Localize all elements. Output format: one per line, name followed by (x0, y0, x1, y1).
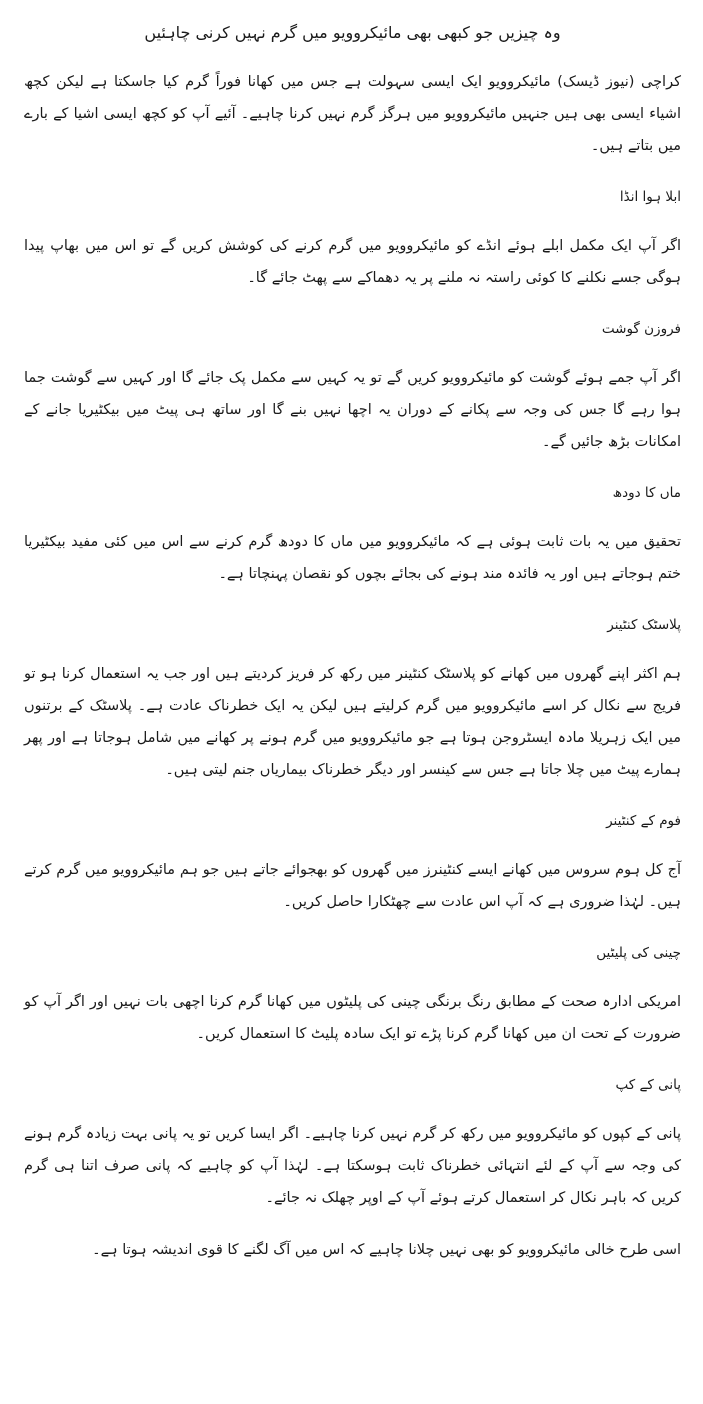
closing-paragraph: اسی طرح خالی مائیکروویو کو بھی نہیں چلانا چاہیے کہ اس میں آگ لگنے کا قوی اندیشہ ہوتا ہے۔ (92, 1242, 681, 1258)
section-boiled-egg (24, 182, 681, 294)
section-body: امریکی ادارہ صحت کے مطابق رنگ برنگی چینی کی پلیٹوں میں کھانا گرم کرنا اچھی بات نہیں اور اگر آپ کو ضرورت کے تحت ان میں کھانا گرم کرنا پڑے تو ایک سادہ پلیٹ کا استعمال کریں۔ (24, 994, 681, 1042)
article-title: وہ چیزیں جو کبھی بھی مائیکروویو میں گرم نہیں کرنی چاہئیں (144, 23, 561, 42)
section-heading: فروزن گوشت (601, 321, 681, 337)
section-plastic-container (24, 610, 681, 786)
intro-paragraph: کراچی (نیوز ڈیسک) مائیکروویو ایک ایسی سہولت ہے جس میں کھانا فوراً گرم کیا جاسکتا ہے لیکن کچھ اشیاء ایسی بھی ہیں جنہیں مائیکروویو میں ہرگز گرم نہیں کرنا چاہیے۔ آئیے آپ کو کچھ ایسی اشیا کے بارے میں بتاتے ہیں۔ (24, 74, 681, 154)
section-heading: ابلا ہوا انڈا (619, 189, 681, 205)
section-body: آج کل ہوم سروس میں کھانے ایسے کنٹینرز میں گھروں کو بھجوائے جاتے ہیں جو ہم مائیکروویو میں گرم کرتے ہیں۔ لہٰذا ضروری ہے کہ آپ اس عادت سے چھٹکارا حاصل کریں۔ (24, 862, 681, 910)
section-body: ہم اکثر اپنے گھروں میں کھانے کو پلاسٹک کنٹینر میں رکھ کر فریز کردیتے ہیں اور جب یہ استعمال کرنا ہو تو فریج سے نکال کر اسے مائیکروویو میں گرم کرلیتے ہیں لیکن یہ ایک خطرناک عادت ہے۔ پلاسٹک کے برتنوں میں ایک زہریلا مادہ ایسٹروجن ہوتا ہے جو مائیکروویو میں گرم ہونے پر کھانے میں شامل ہوجاتا ہے اور پھر ہمارے پیٹ میں چلا جاتا ہے جس سے کینسر اور دیگر خطرناک بیماریاں جنم لیتی ہیں۔ (24, 666, 681, 778)
section-body: اگر آپ ایک مکمل ابلے ہوئے انڈے کو مائیکروویو میں گرم کرنے کی کوشش کریں گے تو اس میں بھاپ پیدا ہوگی جسے نکلنے کا کوئی راستہ نہ ملنے پر یہ دھماکے سے پھٹ جائے گا۔ (24, 238, 681, 286)
section-water-cups (24, 1070, 681, 1214)
section-foam-container (24, 806, 681, 918)
section-body: اگر آپ جمے ہوئے گوشت کو مائیکروویو کریں گے تو یہ کہیں سے مکمل پک جائے گا اور کہیں سے گوشت جما ہوا رہے گا جس کی وجہ سے پکانے کے دوران یہ اچھا نہیں بنے گا اور ساتھ ہی پیٹ میں بیکٹیریا جانے کے امکانات بڑھ جائیں گے۔ (24, 370, 681, 450)
section-body: پانی کے کپوں کو مائیکروویو میں رکھ کر گرم نہیں کرنا چاہیے۔ اگر ایسا کریں تو یہ پانی بہت زیادہ گرم ہونے کی وجہ سے آپ کے لئے انتہائی خطرناک ثابت ہوسکتا ہے۔ لہٰذا آپ کو چاہیے کہ پانی صرف اتنا ہی گرم کریں کہ باہر نکال کر استعمال کرتے ہوئے آپ کے اوپر چھلک نہ جائے۔ (24, 1126, 681, 1206)
section-china-plates (24, 938, 681, 1050)
section-heading: ماں کا دودھ (612, 485, 681, 501)
section-heading: چینی کی پلیٹیں (596, 945, 681, 961)
section-heading: پانی کے کپ (615, 1077, 681, 1093)
section-heading: پلاسٹک کنٹینر (607, 617, 681, 633)
section-breast-milk (24, 478, 681, 590)
section-frozen-meat (24, 314, 681, 458)
section-heading: فوم کے کنٹینر (606, 813, 681, 829)
section-body: تحقیق میں یہ بات ثابت ہوئی ہے کہ مائیکروویو میں ماں کا دودھ گرم کرنے سے اس میں کئی مفید بیکٹیریا ختم ہوجاتے ہیں اور یہ فائدہ مند ہونے کی بجائے بچوں کو نقصان پہنچاتا ہے۔ (24, 534, 681, 582)
